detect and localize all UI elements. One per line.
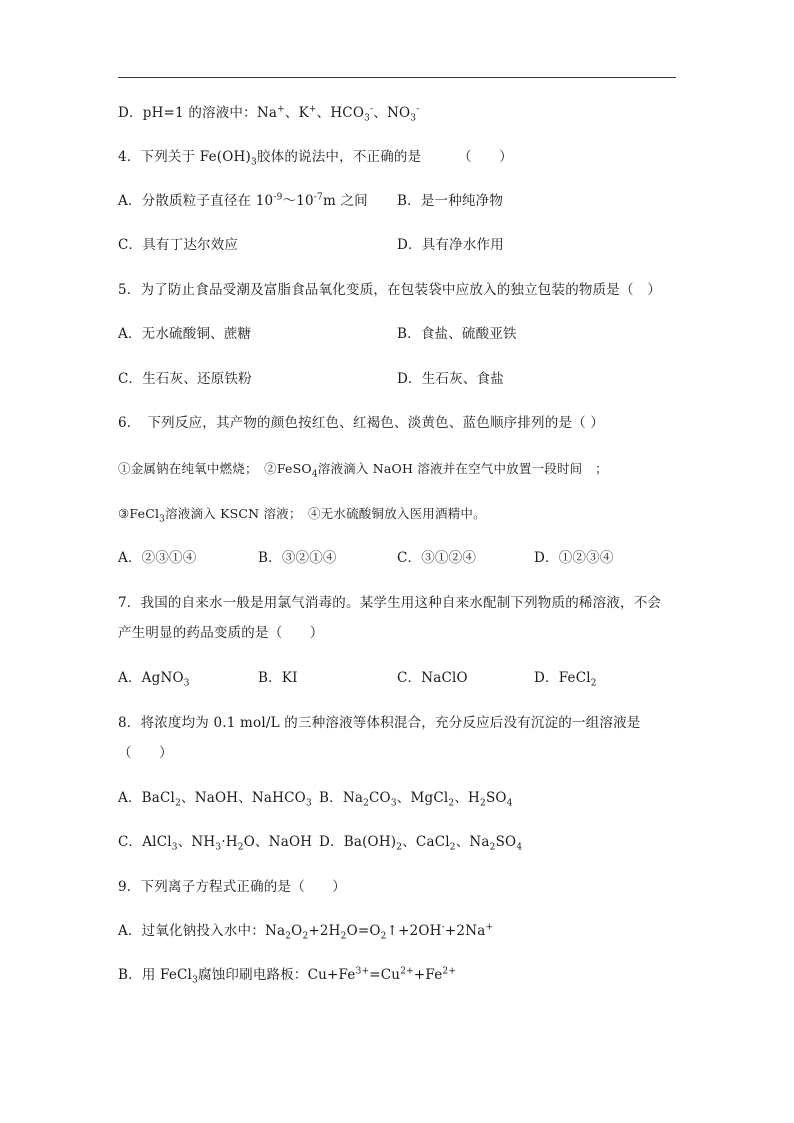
q6-item-2-suffix: 溶液滴入 NaOH 溶液并在空气中放置一段时间 ；	[317, 461, 608, 476]
q9-stem: 9．下列离子方程式正确的是（ ）	[118, 879, 346, 895]
q5-option-d: D．生石灰、食盐	[397, 371, 504, 387]
q8-option-d-cacl: 、CaCl	[402, 834, 450, 850]
q4-option-a: A．分散质粒子直径在 10	[118, 193, 274, 209]
q6-items-line1: ①金属钠在纯氧中燃烧； ②FeSO$_4$溶液滴入 NaOH 溶液并在空气中放置一段时间 ；	[118, 461, 608, 480]
q4-stem-suffix: 胶体的说法中，不正确的是	[256, 149, 422, 165]
q8-options-ab	[118, 789, 513, 809]
q3-option-d: D．pH=1 的溶液中：Na+、K+、$HCO_3^-$、$NO_3^-$	[118, 104, 420, 124]
q6-option-b: B．③②①④	[258, 550, 337, 566]
q9-option-a-eq3: ↑+2OH	[386, 923, 442, 939]
q9-option-a-eq4: +2Na	[444, 923, 486, 939]
q8-option-a-rest: 、NaOH、NaHCO	[181, 790, 306, 806]
q8-option-d-na: 、Na	[455, 834, 490, 850]
q6-option-a: A．②③①④	[118, 550, 197, 566]
q6-item-2-prefix: ②FeSO	[264, 461, 312, 476]
q9-option-b-mid3: +Fe	[413, 967, 443, 983]
q8-option-d: D．$Ba(OH)_2$、CaCl$_2$、$Na_2SO_4$	[319, 834, 523, 853]
q8-option-a: A．BaCl$_2$、NaOH、NaHCO$_3$	[118, 790, 312, 809]
q9-option-b-mid2: =Cu	[369, 967, 401, 983]
q9-option-a-prefix: A．过氧化钠投入水中：Na	[118, 923, 286, 939]
q5-options-ab	[118, 325, 517, 343]
q8-option-c-rest: O、NaOH	[243, 834, 313, 850]
q8-option-c: C．AlCl$_3$、$NH_3\cdot H_2O$、NaOH	[118, 834, 313, 853]
q8-option-c-h: ·H	[221, 834, 238, 850]
answer-bracket: （ ）	[458, 149, 513, 165]
q7-stem-line2: 产生明显的药品变质的是（ ）	[118, 625, 324, 641]
q8-option-a-text: A．BaCl	[118, 790, 176, 806]
q7-option-d-text: D．FeCl	[534, 670, 591, 686]
q6-item-1: ①金属钠在纯氧中燃烧；	[118, 461, 252, 476]
q8-option-c-nh: 、NH	[177, 834, 216, 850]
q8-option-b-text: B．Na	[319, 790, 364, 806]
q9-option-b-prefix: B．用 FeCl	[118, 967, 193, 983]
q7-stem-line1: 7．我国的自来水一般是用氯气消毒的。某学生用这种自来水配制下列物质的稀溶液，不会	[118, 595, 662, 611]
q8-stem-line2: （ ）	[118, 745, 173, 761]
q6-item-3-suffix: 溶液滴入 KSCN 溶液；	[165, 506, 296, 521]
q4-option-a-suffix: m 之间	[322, 193, 368, 209]
ion-na: Na	[256, 105, 278, 121]
q9-option-b-mid: 腐蚀印刷电路板：Cu+Fe	[198, 967, 356, 983]
q9-option-a-eq2: O=O	[346, 923, 381, 939]
q7-option-d: D．FeCl$_2$	[534, 670, 597, 689]
q8-options-cd	[118, 833, 523, 853]
q7-option-c: C．NaClO	[397, 670, 468, 686]
ion-hco3: HCO	[330, 105, 365, 121]
q5-option-b: B．食盐、硫酸亚铁	[397, 326, 517, 342]
q4-option-b: B．是一种纯净物	[397, 193, 504, 209]
q4-options-cd	[118, 236, 504, 254]
q4-option-d: D．具有净水作用	[397, 237, 504, 253]
q4-stem: 4．下列关于 $Fe(OH)_3$胶体的说法中，不正确的是 （ ）	[118, 149, 513, 168]
q8-option-d-text: D．Ba(OH)	[319, 834, 397, 850]
ion-k: K	[298, 105, 309, 121]
q4-stem-prefix: 4．下列关于 Fe(OH)	[118, 149, 251, 165]
q8-option-d-so: SO	[495, 834, 517, 850]
q5-stem: 5．为了防止食品受潮及富脂食品氧化变质，在包装袋中应放入的独立包装的物质是（ ）	[118, 282, 662, 298]
q4-option-c: C．具有丁达尔效应	[118, 237, 239, 253]
q7-option-a: A．AgNO$_3$	[118, 670, 190, 689]
q7-option-a-text: A．AgNO	[118, 670, 184, 686]
q7-option-b: B．KI	[258, 670, 298, 686]
q8-option-b-h: 、H	[454, 790, 481, 806]
q5-options-cd	[118, 370, 504, 388]
q4-options-ab: A．分散质粒子直径在 $10^{-9}\sim 10^{-7}m$ 之间 B．是一种纯净物	[118, 192, 504, 209]
q8-option-c-text: C．AlCl	[118, 834, 172, 850]
q6-items-line2: ③FeCl$_3$溶液滴入 KSCN 溶液； ④无水硫酸铜放入医用酒精中。	[118, 506, 486, 525]
q6-stem: 6． 下列反应，其产物的颜色按红色、红褐色、淡黄色、蓝色顺序排列的是（ ）	[118, 415, 605, 431]
header-rule	[118, 77, 676, 78]
option-label: D．pH=1 的溶液中：	[118, 105, 257, 121]
q6-option-d: D．①②③④	[534, 550, 614, 566]
q8-option-b-co: CO	[369, 790, 391, 806]
q6-option-c: C．③①②④	[397, 550, 477, 566]
q4-option-a-mid: ～10	[282, 193, 314, 209]
q8-option-b-so: SO	[485, 790, 507, 806]
ion-no3: NO	[386, 105, 411, 121]
q8-stem-line1: 8．将浓度均为 0.1 mol/L 的三种溶液等体积混合，充分反应后没有沉淀的一组溶液是	[118, 715, 641, 731]
q8-option-b-mgcl: 、MgCl	[396, 790, 449, 806]
q9-option-a-eq1: +2H	[308, 923, 341, 939]
q5-option-a: A．无水硫酸铜、蔗糖	[118, 326, 252, 342]
q6-item-4: ④无水硫酸铜放入医用酒精中。	[308, 506, 486, 521]
q9-option-a: A．过氧化钠投入水中：$Na_2O_2+2H_2O=O_2↑+2OH^-+2Na^+$	[118, 922, 494, 942]
q5-option-c: C．生石灰、还原铁粉	[118, 371, 252, 387]
q6-item-3-prefix: ③FeCl	[118, 506, 160, 521]
q9-option-b: B．用 FeCl$_3$腐蚀印刷电路板：$Cu+Fe^{3+}=Cu^{2+}+Fe^{2+}$	[118, 966, 457, 986]
q8-option-b: B．$Na_2CO_3$、MgCl$_2$、$H_2SO_4$	[319, 790, 513, 809]
